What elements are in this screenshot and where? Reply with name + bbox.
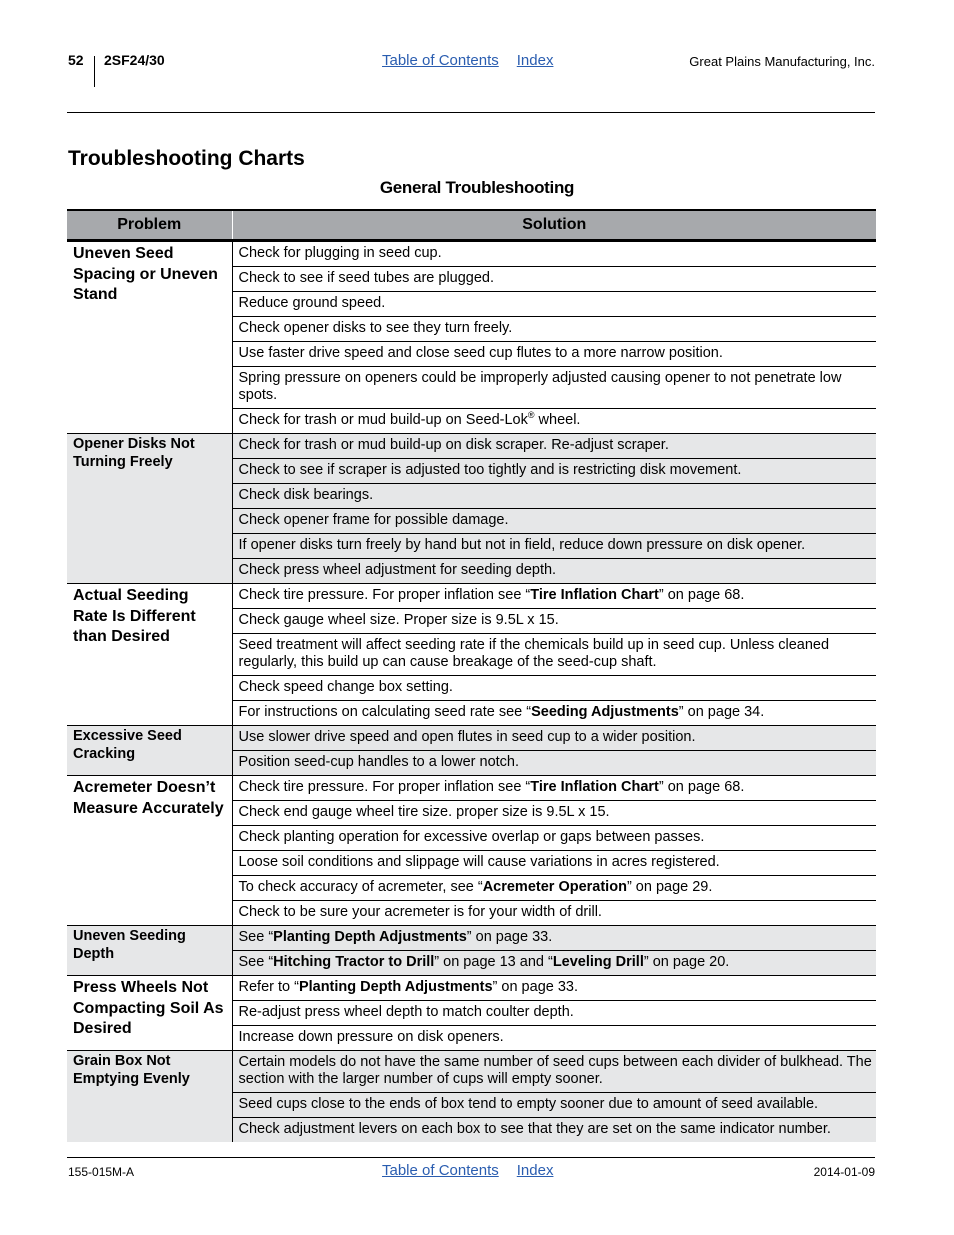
problem-cell: Acremeter Doesn’t Measure Accurately xyxy=(67,776,232,926)
solution-cell: Check tire pressure. For proper inflation see “Tire Inflation Chart” on page 68. xyxy=(232,584,876,609)
solution-cell: Check planting operation for excessive overlap or gaps between passes. xyxy=(232,826,876,851)
company-name: Great Plains Manufacturing, Inc. xyxy=(689,54,875,69)
solution-cell: Check gauge wheel size. Proper size is 9.5L x 15. xyxy=(232,609,876,634)
model-name: 2SF24/30 xyxy=(104,52,165,68)
solution-cell: Check to see if seed tubes are plugged. xyxy=(232,267,876,292)
section-subtitle: General Troubleshooting xyxy=(379,178,575,197)
solution-cell: See “Hitching Tractor to Drill” on page 13 and “Leveling Drill” on page 20. xyxy=(232,951,876,976)
table-row xyxy=(67,726,876,751)
solution-cell: Check adjustment levers on each box to see that they are set on the same indicator number. xyxy=(232,1118,876,1143)
problem-cell: Opener Disks Not Turning Freely xyxy=(67,434,232,584)
solution-cell: Use faster drive speed and close seed cup flutes to a more narrow position. xyxy=(232,342,876,367)
index-link[interactable]: Index xyxy=(516,52,554,69)
problem-cell: Press Wheels Not Compacting Soil As Desired xyxy=(67,976,232,1051)
problem-cell: Excessive Seed Cracking xyxy=(67,726,232,776)
solution-cell: Check to see if scraper is adjusted too tightly and is restricting disk movement. xyxy=(232,459,876,484)
document-number: 155-015M-A xyxy=(68,1165,135,1179)
table-row xyxy=(67,1051,876,1093)
solution-cell: Spring pressure on openers could be improperly adjusted causing opener to not penetrate low spots. xyxy=(232,367,876,409)
solution-cell: Certain models do not have the same number of seed cups between each divider of bulkhead. The section with the larger number of cups will empty sooner. xyxy=(232,1051,876,1093)
table-row xyxy=(67,976,876,1001)
problem-cell: Grain Box Not Emptying Evenly xyxy=(67,1051,232,1143)
solution-cell: Check for trash or mud build-up on Seed-Lok® wheel. xyxy=(232,409,876,434)
solution-cell: Re-adjust press wheel depth to match coulter depth. xyxy=(232,1001,876,1026)
problem-column-header: Problem xyxy=(67,210,232,241)
problem-cell: Uneven Seed Spacing or Uneven Stand xyxy=(67,241,232,434)
solution-cell: Check opener disks to see they turn freely. xyxy=(232,317,876,342)
header-nav xyxy=(382,52,553,69)
table-row xyxy=(67,434,876,459)
solution-cell: Loose soil conditions and slippage will cause variations in acres registered. xyxy=(232,851,876,876)
solution-cell: To check accuracy of acremeter, see “Acremeter Operation” on page 29. xyxy=(232,876,876,901)
table-row xyxy=(67,584,876,609)
table-row xyxy=(67,241,876,267)
footer-rule xyxy=(67,1157,875,1158)
troubleshooting-table xyxy=(67,209,876,1142)
solution-cell: Check disk bearings. xyxy=(232,484,876,509)
solution-cell: Check end gauge wheel tire size. proper size is 9.5L x 15. xyxy=(232,801,876,826)
solution-cell: Position seed-cup handles to a lower notch. xyxy=(232,751,876,776)
table-body xyxy=(67,241,876,1143)
solution-cell: Use slower drive speed and open flutes in seed cup to a wider position. xyxy=(232,726,876,751)
solution-cell: Seed treatment will affect seeding rate if the chemicals build up in seed cup. Unless cleaned regularly, this build up can cause breakage of the seed-cup shaft. xyxy=(232,634,876,676)
footer-toc-link[interactable]: Table of Contents xyxy=(382,1162,499,1179)
header-divider xyxy=(94,56,95,87)
header-rule xyxy=(67,112,875,113)
solution-cell: Check to be sure your acremeter is for your width of drill. xyxy=(232,901,876,926)
solution-cell: Check speed change box setting. xyxy=(232,676,876,701)
solution-cell: Refer to “Planting Depth Adjustments” on page 33. xyxy=(232,976,876,1001)
solution-cell: If opener disks turn freely by hand but not in field, reduce down pressure on disk opener. xyxy=(232,534,876,559)
solution-cell: Check for plugging in seed cup. xyxy=(232,241,876,267)
solution-cell: Check tire pressure. For proper inflation see “Tire Inflation Chart” on page 68. xyxy=(232,776,876,801)
solution-cell: See “Planting Depth Adjustments” on page 33. xyxy=(232,926,876,951)
footer-nav xyxy=(382,1162,553,1179)
problem-cell: Uneven Seeding Depth xyxy=(67,926,232,976)
page-number: 52 xyxy=(68,52,84,68)
table-row xyxy=(67,776,876,801)
solution-cell: For instructions on calculating seed rate see “Seeding Adjustments” on page 34. xyxy=(232,701,876,726)
publication-date: 2014-01-09 xyxy=(813,1165,875,1179)
solution-cell: Check opener frame for possible damage. xyxy=(232,509,876,534)
table-header-row xyxy=(67,210,876,241)
table-row xyxy=(67,926,876,951)
solution-cell: Seed cups close to the ends of box tend to empty sooner due to amount of seed available. xyxy=(232,1093,876,1118)
solution-cell: Reduce ground speed. xyxy=(232,292,876,317)
problem-cell: Actual Seeding Rate Is Different than Desired xyxy=(67,584,232,726)
solution-cell: Check press wheel adjustment for seeding depth. xyxy=(232,559,876,584)
footer-index-link[interactable]: Index xyxy=(516,1162,554,1179)
solution-cell: Increase down pressure on disk openers. xyxy=(232,1026,876,1051)
solution-column-header: Solution xyxy=(232,210,876,241)
page-title: Troubleshooting Charts xyxy=(68,147,305,170)
toc-link[interactable]: Table of Contents xyxy=(382,52,499,69)
solution-cell: Check for trash or mud build-up on disk scraper. Re-adjust scraper. xyxy=(232,434,876,459)
